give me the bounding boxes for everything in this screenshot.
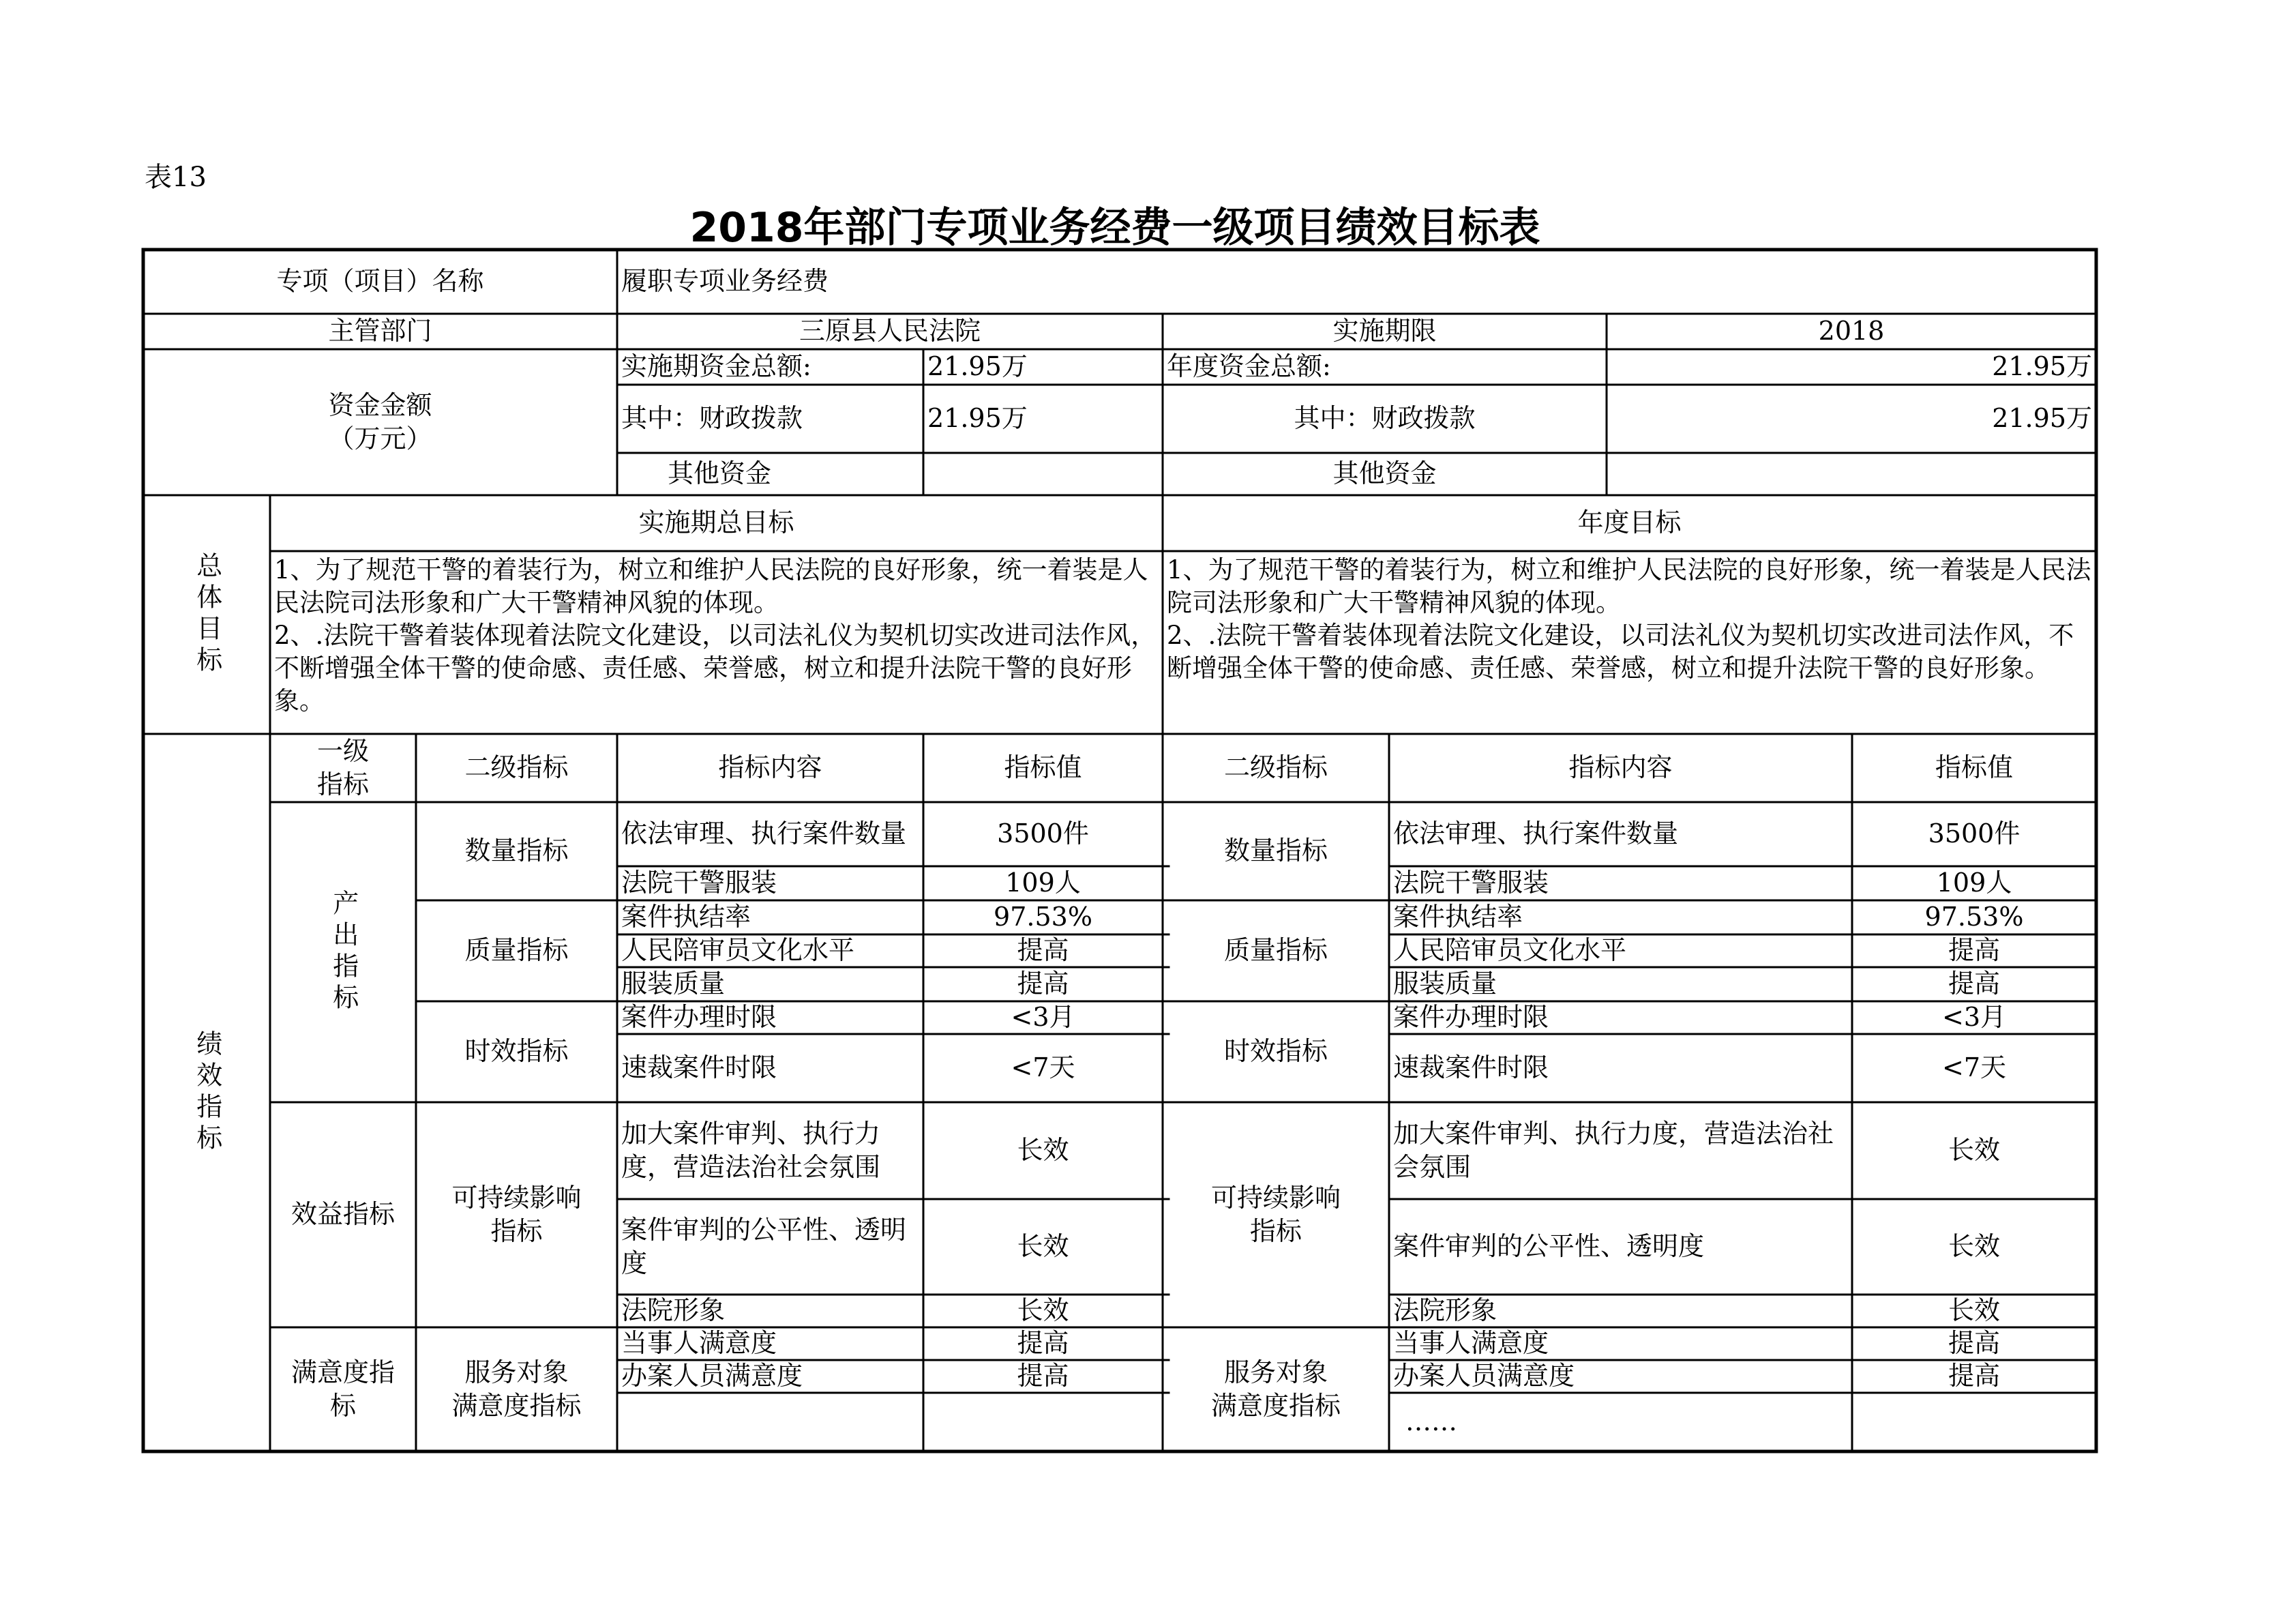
dept-value: 三原县人民法院 (799, 316, 981, 346)
indicator-value-right: 长效 (1948, 1295, 2000, 1326)
service-label-left: 服务对象 满意度指标 (451, 1357, 582, 1421)
period-goal-text: 1、为了规范干警的着装行为，树立和维护人民法院的良好形象，统一着装是人民法院司法形象和广大干警精神风貌的体现。 2、.法院干警着装体现着法院文化建设，以司法礼仪为契机切实改进司法作风，不断增强全体干警的使命感、责任感、荣誉感，树立和提升法院干警的良好形象。 (274, 555, 1157, 716)
header-level1: 一级 指标 (316, 735, 369, 799)
indicator-value-left: <3月 (1011, 1002, 1075, 1033)
indicator-content-left: 当事人满意度 (621, 1328, 777, 1359)
funds-fiscal-label: 其中：财政拨款 (621, 403, 803, 434)
indicator-content-right: 法院形象 (1393, 1295, 1497, 1326)
indicator-value-left: 3500件 (997, 818, 1089, 849)
quantity-label-left: 数量指标 (464, 836, 569, 866)
indicator-content-left: 案件审判的公平性、透明度 (621, 1214, 907, 1278)
indicator-content-right: 依法审理、执行案件数量 (1393, 818, 1679, 849)
service-label-right: 服务对象 满意度指标 (1210, 1357, 1341, 1421)
indicator-value-right: 提高 (1948, 1328, 2000, 1359)
indicator-value-left: 长效 (1017, 1295, 1069, 1326)
indicator-content-left: 依法审理、执行案件数量 (621, 818, 907, 849)
project-name-value: 履职专项业务经费 (621, 266, 829, 297)
indicator-content-right: 人民陪审员文化水平 (1393, 935, 1627, 966)
indicator-value-left: 提高 (1017, 969, 1069, 999)
sustainable-label-left: 可持续影响 指标 (451, 1182, 582, 1246)
period-label: 实施期限 (1332, 316, 1437, 346)
header-content-left: 指标内容 (718, 752, 822, 783)
indicator-content-left: 服装质量 (621, 969, 726, 999)
indicator-value-right: 109人 (1936, 868, 2012, 898)
funds-total-value: 21.95万 (927, 351, 1028, 382)
indicator-value-left: 提高 (1017, 1361, 1069, 1391)
indicator-value-right: 提高 (1948, 969, 2000, 999)
sustainable-label-right: 可持续影响 指标 (1210, 1182, 1341, 1246)
indicator-content-left: 法院干警服装 (621, 868, 777, 898)
indicator-content-right: 加大案件审判、执行力度，营造法治社会氛围 (1393, 1118, 1834, 1182)
annual-fiscal-value: 21.95万 (1992, 403, 2092, 434)
header-level2-left: 二级指标 (464, 752, 569, 783)
indicator-content-left: 案件执结率 (621, 902, 751, 932)
project-name-label: 专项（项目）名称 (276, 266, 484, 297)
page-title: 2018年部门专项业务经费一级项目绩效目标表 (689, 204, 1540, 252)
period-value: 2018 (1818, 316, 1885, 346)
indicator-content-left: 人民陪审员文化水平 (621, 935, 855, 966)
indicator-value-left: 提高 (1017, 1328, 1069, 1359)
funds-fiscal-value: 21.95万 (927, 403, 1028, 434)
indicator-content-right: 办案人员满意度 (1393, 1361, 1575, 1391)
indicator-value-left: 提高 (1017, 935, 1069, 966)
indicators-label: 绩效指标 (192, 1030, 222, 1155)
indicator-value-right: 3500件 (1928, 818, 2021, 849)
satisfaction-indicator-label: 满意度指 标 (290, 1357, 395, 1421)
indicator-content-right: 服装质量 (1393, 969, 1497, 999)
annual-goal-text: 1、为了规范干警的着装行为，树立和维护人民法院的良好形象，统一着装是人民法院司法形象和广大干警精神风貌的体现。 2、.法院干警着装体现着法院文化建设，以司法礼仪为契机切实改进司法作风，不断增强全体干警的使命感、责任感、荣誉感，树立和提升法院干警的良好形象。 (1167, 555, 2091, 683)
indicator-value-right: 长效 (1948, 1135, 2000, 1166)
indicator-value-right: <7天 (1941, 1052, 2007, 1083)
indicator-content-right: 法院干警服装 (1393, 868, 1549, 898)
indicator-value-right: 长效 (1948, 1231, 2000, 1262)
indicator-content-left: 速裁案件时限 (621, 1052, 777, 1083)
indicator-value-left: 长效 (1017, 1231, 1069, 1262)
indicator-value-right: 提高 (1948, 935, 2000, 966)
output-indicator-label: 产出指标 (328, 889, 359, 1015)
annual-total-label: 年度资金总额: (1167, 351, 1331, 382)
header-content-right: 指标内容 (1568, 752, 1673, 783)
indicator-value-right: <3月 (1941, 1002, 2007, 1033)
dept-label: 主管部门 (328, 316, 432, 346)
funds-other-label: 其他资金 (667, 458, 771, 489)
indicator-content-left: 加大案件审判、执行力度，营造法治社会氛围 (621, 1118, 881, 1182)
funds-total-label: 实施期资金总额: (621, 351, 811, 382)
indicator-content-right: 当事人满意度 (1393, 1328, 1549, 1359)
indicator-content-right: 案件办理时限 (1393, 1002, 1549, 1033)
indicator-value-left: <7天 (1011, 1052, 1075, 1083)
indicator-content-right: 案件执结率 (1393, 902, 1523, 932)
indicator-content-left: 办案人员满意度 (621, 1361, 803, 1391)
period-goal-header: 实施期总目标 (638, 507, 794, 538)
header-level2-right: 二级指标 (1223, 752, 1328, 783)
indicator-value-left: 109人 (1005, 868, 1081, 898)
header-value-left: 指标值 (1004, 752, 1082, 783)
quantity-label-right: 数量指标 (1223, 836, 1328, 866)
indicator-value-left: 97.53% (994, 902, 1092, 932)
header-value-right: 指标值 (1935, 752, 2013, 783)
indicator-value-right: 提高 (1948, 1361, 2000, 1391)
indicator-content-left: 案件办理时限 (621, 1002, 777, 1033)
benefit-indicator-label: 效益指标 (290, 1199, 395, 1230)
timeliness-label-left: 时效指标 (464, 1036, 569, 1067)
indicator-content-right: …… (1405, 1406, 1457, 1437)
quality-label-left: 质量指标 (464, 935, 569, 966)
funds-label: 资金金额 （万元） (328, 389, 432, 454)
annual-other-label: 其他资金 (1332, 458, 1437, 489)
indicator-value-right: 97.53% (1924, 902, 2024, 932)
indicator-content-left: 法院形象 (621, 1295, 726, 1326)
annual-total-value: 21.95万 (1992, 351, 2092, 382)
timeliness-label-right: 时效指标 (1223, 1036, 1328, 1067)
indicator-content-right: 案件审判的公平性、透明度 (1393, 1231, 1705, 1262)
quality-label-right: 质量指标 (1223, 935, 1328, 966)
table-number: 表13 (145, 162, 207, 193)
annual-fiscal-label: 其中：财政拨款 (1294, 403, 1476, 434)
indicator-content-right: 速裁案件时限 (1393, 1052, 1549, 1083)
annual-goal-header: 年度目标 (1577, 507, 1682, 538)
indicator-value-left: 长效 (1017, 1135, 1069, 1166)
goals-label: 总体目标 (192, 552, 222, 677)
